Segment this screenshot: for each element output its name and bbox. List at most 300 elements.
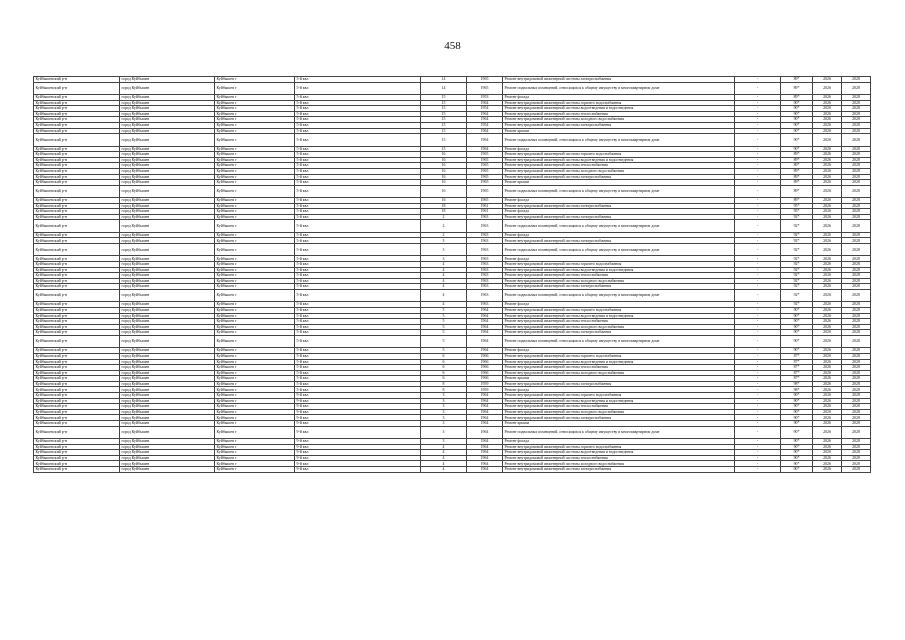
cell-col8: - [735, 289, 781, 301]
cell-street: 5-й квл [295, 214, 421, 220]
cell-settlement: Куйбышев г [215, 439, 295, 445]
cell-plan_to: 2028 [842, 106, 871, 112]
cell-plan_to: 2028 [842, 455, 871, 461]
cell-year: 1961 [467, 209, 503, 215]
cell-work: Ремонт внутридомовой инженерной системы водоотведения и водоотведения [503, 313, 735, 319]
cell-settlement: Куйбышев г [215, 359, 295, 365]
cell-settlement: Куйбышев г [215, 393, 295, 399]
cell-year: 1959 [467, 381, 503, 387]
cell-year: 1964 [467, 335, 503, 347]
cell-house: 6 [421, 365, 467, 371]
cell-street: 5-й квл [295, 289, 421, 301]
cell-year: 1965 [467, 157, 503, 163]
cell-plan_to: 2028 [842, 359, 871, 365]
cell-house: 15 [421, 111, 467, 117]
cell-col9: 92* [781, 262, 813, 268]
cell-settlement: Куйбышев г [215, 335, 295, 347]
cell-municipality: город Куйбышев [120, 467, 215, 473]
cell-street: 5-й квл [295, 278, 421, 284]
table-row [34, 244, 871, 256]
cell-plan_from: 2026 [813, 324, 842, 330]
cell-settlement: Куйбышев г [215, 461, 295, 467]
cell-work: Ремонт внутридомовой инженерной системы электроснабжения [503, 415, 735, 421]
cell-col8: - [735, 376, 781, 382]
cell-settlement: Куйбышев г [215, 426, 295, 438]
cell-work: Ремонт фасада [503, 302, 735, 308]
cell-plan_to: 2028 [842, 393, 871, 399]
cell-col8: - [735, 324, 781, 330]
cell-work: Ремонт внутридомовой инженерной системы электроснабжения [503, 330, 735, 336]
cell-municipality: город Куйбышев [120, 284, 215, 290]
cell-street: 5-й квл [295, 313, 421, 319]
cell-col8: - [735, 359, 781, 365]
cell-municipality: город Куйбышев [120, 387, 215, 393]
cell-col9: 92* [781, 273, 813, 279]
cell-house: 4 [421, 455, 467, 461]
cell-year: 1963 [467, 262, 503, 268]
cell-house: 15 [421, 106, 467, 112]
cell-street: 5-й квл [295, 324, 421, 330]
cell-house: 6 [421, 370, 467, 376]
cell-settlement: Куйбышев г [215, 319, 295, 325]
cell-settlement: Куйбышев г [215, 330, 295, 336]
cell-district: Куйбышевский р-н [34, 157, 120, 163]
cell-municipality: город Куйбышев [120, 302, 215, 308]
cell-col8: - [735, 335, 781, 347]
cell-year: 1964 [467, 128, 503, 134]
cell-col8: - [735, 404, 781, 410]
table-row [34, 289, 871, 301]
cell-year: 1964 [467, 100, 503, 106]
cell-col8: - [735, 439, 781, 445]
cell-street: 5-й квл [295, 134, 421, 146]
cell-district: Куйбышевский р-н [34, 180, 120, 186]
cell-plan_to: 2028 [842, 100, 871, 106]
cell-work: Ремонт внутридомовой инженерной системы электроснабжения [503, 467, 735, 473]
cell-plan_from: 2026 [813, 117, 842, 123]
cell-year: 1964 [467, 313, 503, 319]
cell-municipality: город Куйбышев [120, 450, 215, 456]
cell-street: 5-й квл [295, 262, 421, 268]
cell-plan_from: 2026 [813, 185, 842, 197]
cell-house: 4 [421, 284, 467, 290]
cell-settlement: Куйбышев г [215, 256, 295, 262]
cell-col9: 92* [781, 232, 813, 238]
cell-year: 1964 [467, 398, 503, 404]
cell-street: 5-й квл [295, 82, 421, 94]
cell-municipality: город Куйбышев [120, 289, 215, 301]
cell-plan_to: 2028 [842, 302, 871, 308]
cell-plan_to: 2028 [842, 157, 871, 163]
cell-street: 5-й квл [295, 174, 421, 180]
cell-col8: - [735, 180, 781, 186]
cell-district: Куйбышевский р-н [34, 365, 120, 371]
cell-municipality: город Куйбышев [120, 461, 215, 467]
cell-settlement: Куйбышев г [215, 82, 295, 94]
cell-plan_from: 2026 [813, 146, 842, 152]
cell-settlement: Куйбышев г [215, 348, 295, 354]
cell-col8: - [735, 409, 781, 415]
cell-col8: - [735, 198, 781, 204]
cell-col9: 92* [781, 284, 813, 290]
cell-house: 3 [421, 421, 467, 427]
cell-house: 16 [421, 198, 467, 204]
cell-col9: 89* [781, 163, 813, 169]
cell-street: 5-й квл [295, 180, 421, 186]
table-row [34, 134, 871, 146]
cell-year: 1953 [467, 94, 503, 100]
cell-plan_from: 2026 [813, 94, 842, 100]
cell-work: Ремонт внутридомовой инженерной системы горячего водоснабжения [503, 393, 735, 399]
cell-plan_to: 2028 [842, 387, 871, 393]
table-row [34, 185, 871, 197]
cell-plan_to: 2028 [842, 324, 871, 330]
cell-plan_to: 2028 [842, 398, 871, 404]
cell-year: 1963 [467, 232, 503, 238]
cell-year: 1964 [467, 348, 503, 354]
cell-plan_from: 2026 [813, 232, 842, 238]
cell-street: 9-й квл [295, 439, 421, 445]
cell-municipality: город Куйбышев [120, 256, 215, 262]
cell-settlement: Куйбышев г [215, 376, 295, 382]
cell-work: Ремонт фасада [503, 146, 735, 152]
cell-plan_to: 2028 [842, 289, 871, 301]
cell-settlement: Куйбышев г [215, 94, 295, 100]
cell-col8: - [735, 426, 781, 438]
cell-municipality: город Куйбышев [120, 324, 215, 330]
cell-settlement: Куйбышев г [215, 128, 295, 134]
cell-street: 5-й квл [295, 128, 421, 134]
cell-plan_from: 2026 [813, 106, 842, 112]
cell-year: 1965 [467, 174, 503, 180]
cell-plan_from: 2026 [813, 238, 842, 244]
cell-district: Куйбышевский р-н [34, 267, 120, 273]
cell-plan_from: 2026 [813, 134, 842, 146]
cell-house: 3 [421, 244, 467, 256]
cell-work: Ремонт внутридомовой инженерной системы теплоснабжения [503, 365, 735, 371]
cell-plan_to: 2028 [842, 134, 871, 146]
cell-plan_to: 2028 [842, 238, 871, 244]
cell-col8: - [735, 214, 781, 220]
cell-year: 1964 [467, 444, 503, 450]
cell-col9: 92* [781, 289, 813, 301]
cell-work: Ремонт подвальных помещений, относящихся к общему имуществу в многоквартирном доме [503, 426, 735, 438]
cell-plan_to: 2028 [842, 307, 871, 313]
cell-year: 1965 [467, 180, 503, 186]
cell-plan_from: 2026 [813, 174, 842, 180]
cell-plan_from: 2026 [813, 461, 842, 467]
cell-plan_from: 2026 [813, 168, 842, 174]
cell-municipality: город Куйбышев [120, 146, 215, 152]
cell-col8: - [735, 232, 781, 238]
cell-settlement: Куйбышев г [215, 273, 295, 279]
cell-col9: 90* [781, 348, 813, 354]
cell-street: 9-й квл [295, 444, 421, 450]
cell-year: 1954 [467, 106, 503, 112]
cell-plan_to: 2028 [842, 467, 871, 473]
cell-plan_to: 2028 [842, 415, 871, 421]
cell-settlement: Куйбышев г [215, 289, 295, 301]
cell-col8: - [735, 421, 781, 427]
cell-col8: - [735, 393, 781, 399]
cell-plan_to: 2028 [842, 111, 871, 117]
cell-district: Куйбышевский р-н [34, 387, 120, 393]
cell-work: Ремонт внутридомовой инженерной системы электроснабжения [503, 214, 735, 220]
cell-plan_from: 2026 [813, 387, 842, 393]
cell-plan_from: 2026 [813, 163, 842, 169]
cell-work: Ремонт подвальных помещений, относящихся к общему имуществу в многоквартирном доме [503, 220, 735, 232]
cell-house: 4 [421, 461, 467, 467]
cell-col8: - [735, 106, 781, 112]
cell-col8: - [735, 77, 781, 83]
cell-col8: - [735, 267, 781, 273]
cell-col9: 92* [781, 278, 813, 284]
cell-col9: 87* [781, 359, 813, 365]
cell-year: 1964 [467, 117, 503, 123]
cell-work: Ремонт внутридомовой инженерной системы теплоснабжения [503, 273, 735, 279]
cell-plan_from: 2026 [813, 152, 842, 158]
cell-district: Куйбышевский р-н [34, 134, 120, 146]
cell-year: 1966 [467, 376, 503, 382]
cell-house: 2 [421, 214, 467, 220]
cell-col9: 92* [781, 244, 813, 256]
table-row [34, 426, 871, 438]
cell-work: Ремонт внутридомовой инженерной системы электроснабжения [503, 174, 735, 180]
cell-municipality: город Куйбышев [120, 94, 215, 100]
cell-work: Ремонт внутридомовой инженерной системы водоотведения и водоотведения [503, 106, 735, 112]
cell-house: 4 [421, 267, 467, 273]
cell-house: 5 [421, 307, 467, 313]
cell-plan_from: 2026 [813, 359, 842, 365]
cell-district: Куйбышевский р-н [34, 244, 120, 256]
cell-year: 1965 [467, 77, 503, 83]
cell-plan_from: 2026 [813, 307, 842, 313]
cell-house: 4 [421, 273, 467, 279]
cell-house: 3 [421, 238, 467, 244]
cell-settlement: Куйбышев г [215, 324, 295, 330]
cell-municipality: город Куйбышев [120, 365, 215, 371]
cell-plan_to: 2028 [842, 335, 871, 347]
cell-year: 1963 [467, 214, 503, 220]
cell-work: Ремонт внутридомовой инженерной системы холодного водоснабжения [503, 461, 735, 467]
cell-plan_to: 2028 [842, 284, 871, 290]
cell-settlement: Куйбышев г [215, 106, 295, 112]
cell-work: Ремонт внутридомовой инженерной системы электроснабжения [503, 284, 735, 290]
cell-col8: - [735, 262, 781, 268]
cell-house: 14 [421, 77, 467, 83]
cell-col9: 95* [781, 203, 813, 209]
cell-settlement: Куйбышев г [215, 168, 295, 174]
cell-municipality: город Куйбышев [120, 409, 215, 415]
cell-house: 18 [421, 209, 467, 215]
cell-col9: 87* [781, 376, 813, 382]
cell-settlement: Куйбышев г [215, 209, 295, 215]
cell-settlement: Куйбышев г [215, 267, 295, 273]
cell-municipality: город Куйбышев [120, 203, 215, 209]
cell-municipality: город Куйбышев [120, 370, 215, 376]
cell-col8: - [735, 307, 781, 313]
cell-house: 4 [421, 289, 467, 301]
cell-plan_from: 2026 [813, 313, 842, 319]
cell-settlement: Куйбышев г [215, 467, 295, 473]
cell-year: 1963 [467, 244, 503, 256]
cell-settlement: Куйбышев г [215, 409, 295, 415]
cell-work: Ремонт фасада [503, 387, 735, 393]
cell-district: Куйбышевский р-н [34, 262, 120, 268]
cell-year: 1964 [467, 307, 503, 313]
cell-col9: 90* [781, 393, 813, 399]
cell-house: 5 [421, 313, 467, 319]
cell-house: 15 [421, 134, 467, 146]
cell-plan_from: 2026 [813, 77, 842, 83]
cell-year: 1965 [467, 82, 503, 94]
cell-year: 1964 [467, 319, 503, 325]
cell-col9: 89* [781, 180, 813, 186]
cell-col9: 90* [781, 330, 813, 336]
cell-house: 3 [421, 393, 467, 399]
cell-district: Куйбышевский р-н [34, 163, 120, 169]
cell-col9: 92* [781, 267, 813, 273]
cell-plan_to: 2028 [842, 330, 871, 336]
cell-plan_from: 2026 [813, 467, 842, 473]
cell-house: 8 [421, 387, 467, 393]
cell-district: Куйбышевский р-н [34, 426, 120, 438]
cell-settlement: Куйбышев г [215, 100, 295, 106]
cell-plan_from: 2026 [813, 180, 842, 186]
cell-col8: - [735, 398, 781, 404]
cell-work: Ремонт внутридомовой инженерной системы водоотведения и водоотведения [503, 267, 735, 273]
cell-col9: 89* [781, 174, 813, 180]
cell-district: Куйбышевский р-н [34, 100, 120, 106]
cell-municipality: город Куйбышев [120, 244, 215, 256]
cell-col8: - [735, 450, 781, 456]
cell-municipality: город Куйбышев [120, 134, 215, 146]
cell-street: 5-й квл [295, 100, 421, 106]
cell-settlement: Куйбышев г [215, 415, 295, 421]
cell-house: 16 [421, 168, 467, 174]
cell-work: Ремонт фасада [503, 348, 735, 354]
cell-district: Куйбышевский р-н [34, 415, 120, 421]
cell-house: 2 [421, 220, 467, 232]
cell-street: 5-й квл [295, 185, 421, 197]
cell-col8: - [735, 117, 781, 123]
cell-house: 3 [421, 256, 467, 262]
cell-municipality: город Куйбышев [120, 128, 215, 134]
cell-plan_to: 2028 [842, 168, 871, 174]
cell-district: Куйбышевский р-н [34, 313, 120, 319]
cell-year: 1961 [467, 203, 503, 209]
cell-plan_from: 2026 [813, 421, 842, 427]
cell-work: Ремонт подвальных помещений, относящихся к общему имуществу в многоквартирном доме [503, 185, 735, 197]
cell-work: Ремонт внутридомовой инженерной системы электроснабжения [503, 203, 735, 209]
cell-plan_to: 2028 [842, 319, 871, 325]
cell-house: 3 [421, 398, 467, 404]
cell-col9: 90* [781, 319, 813, 325]
cell-col9: 89* [781, 185, 813, 197]
cell-municipality: город Куйбышев [120, 185, 215, 197]
cell-col9: 90* [781, 134, 813, 146]
cell-year: 1959 [467, 387, 503, 393]
cell-street: 5-й квл [295, 203, 421, 209]
cell-house: 16 [421, 180, 467, 186]
cell-district: Куйбышевский р-н [34, 203, 120, 209]
table-body [34, 77, 871, 473]
cell-settlement: Куйбышев г [215, 302, 295, 308]
cell-plan_to: 2028 [842, 348, 871, 354]
cell-house: 15 [421, 146, 467, 152]
table-row [34, 335, 871, 347]
cell-district: Куйбышевский р-н [34, 94, 120, 100]
cell-street: 5-й квл [295, 168, 421, 174]
cell-year: 1963 [467, 273, 503, 279]
cell-work: Ремонт внутридомовой инженерной системы холодного водоснабжения [503, 324, 735, 330]
cell-plan_from: 2026 [813, 353, 842, 359]
cell-municipality: город Куйбышев [120, 214, 215, 220]
cell-plan_to: 2028 [842, 82, 871, 94]
cell-district: Куйбышевский р-н [34, 220, 120, 232]
cell-year: 1964 [467, 404, 503, 410]
cell-house: 15 [421, 117, 467, 123]
cell-municipality: город Куйбышев [120, 455, 215, 461]
cell-col8: - [735, 444, 781, 450]
cell-plan_to: 2028 [842, 209, 871, 215]
cell-col8: - [735, 330, 781, 336]
cell-settlement: Куйбышев г [215, 198, 295, 204]
cell-house: 5 [421, 330, 467, 336]
cell-col9: 90* [781, 421, 813, 427]
cell-street: 5-й квл [295, 94, 421, 100]
cell-col8: - [735, 134, 781, 146]
cell-col8: - [735, 278, 781, 284]
cell-year: 1964 [467, 450, 503, 456]
page-number: 458 [444, 40, 461, 52]
cell-plan_from: 2026 [813, 284, 842, 290]
cell-year: 1964 [467, 409, 503, 415]
cell-district: Куйбышевский р-н [34, 232, 120, 238]
cell-settlement: Куйбышев г [215, 404, 295, 410]
cell-street: 9-й квл [295, 467, 421, 473]
cell-settlement: Куйбышев г [215, 278, 295, 284]
cell-district: Куйбышевский р-н [34, 376, 120, 382]
cell-district: Куйбышевский р-н [34, 256, 120, 262]
cell-street: 5-й квл [295, 77, 421, 83]
cell-col9: 87* [781, 353, 813, 359]
cell-plan_to: 2028 [842, 267, 871, 273]
cell-municipality: город Куйбышев [120, 335, 215, 347]
cell-work: Ремонт крыши [503, 421, 735, 427]
cell-municipality: город Куйбышев [120, 180, 215, 186]
cell-district: Куйбышевский р-н [34, 128, 120, 134]
cell-district: Куйбышевский р-н [34, 117, 120, 123]
cell-year: 1965 [467, 163, 503, 169]
cell-street: 9-й квл [295, 450, 421, 456]
cell-house: 4 [421, 444, 467, 450]
cell-settlement: Куйбышев г [215, 163, 295, 169]
cell-plan_to: 2028 [842, 232, 871, 238]
cell-col9: 90* [781, 335, 813, 347]
cell-work: Ремонт фасада [503, 198, 735, 204]
cell-col9: 89* [781, 198, 813, 204]
cell-settlement: Куйбышев г [215, 398, 295, 404]
cell-col9: 90* [781, 122, 813, 128]
cell-street: 5-й квл [295, 238, 421, 244]
cell-street: 9-й квл [295, 421, 421, 427]
cell-district: Куйбышевский р-н [34, 404, 120, 410]
cell-house: 3 [421, 409, 467, 415]
capital-repair-table [33, 76, 871, 473]
cell-street: 9-й квл [295, 426, 421, 438]
cell-col8: - [735, 256, 781, 262]
